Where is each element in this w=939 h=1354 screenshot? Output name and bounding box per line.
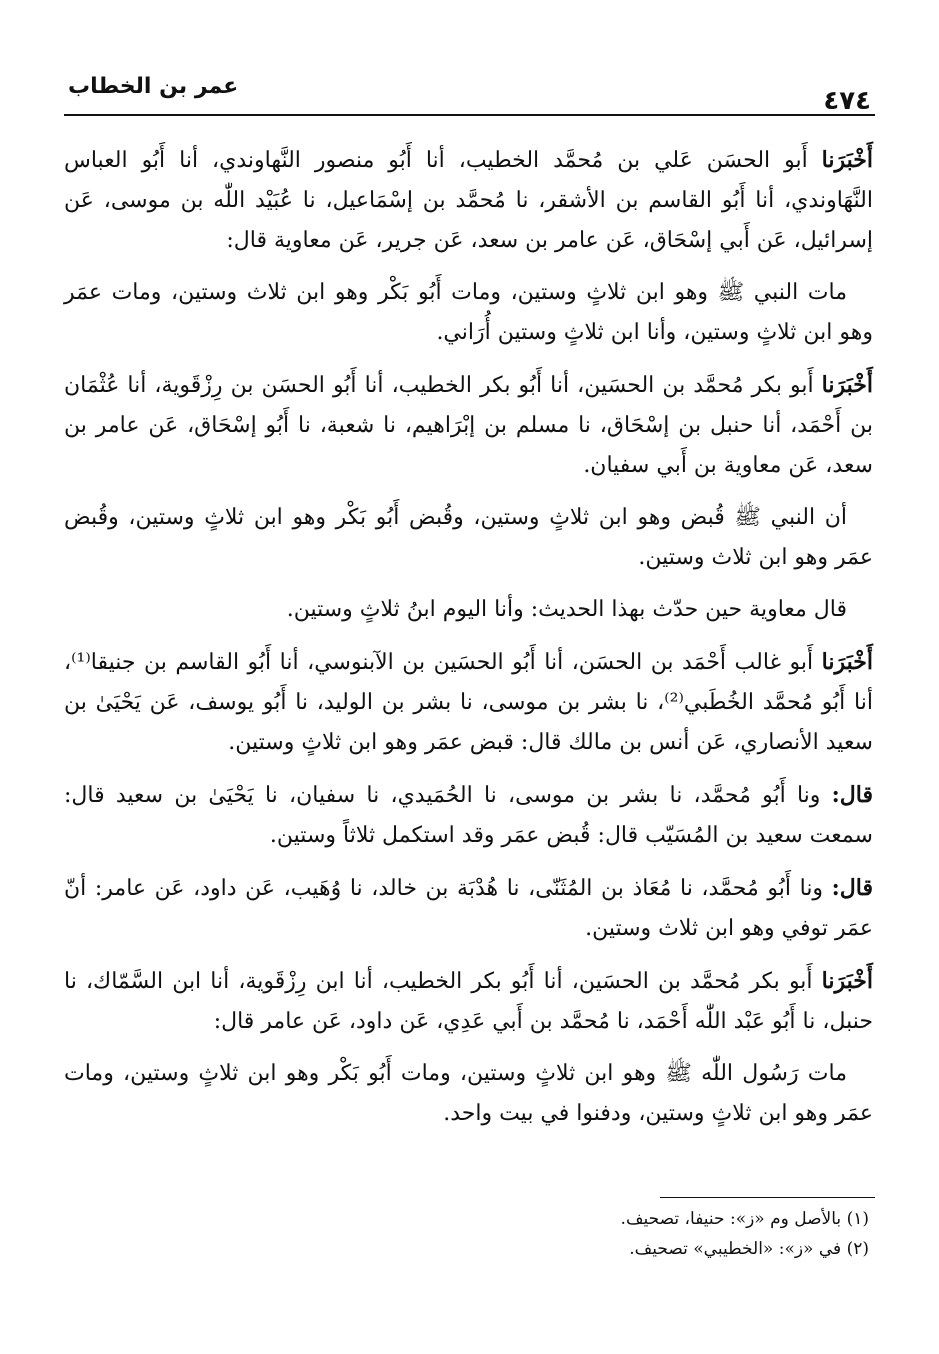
footnote [64, 1204, 869, 1234]
paragraph-text: أن النبي ﷺ قُبض وهو ابن ثلاثٍ وستين، وقُبض أَبُو بَكْر وهو ابن ثلاثٍ وستين، وقُبض عمَر وهو ابن ثلاث وستين. [64, 505, 873, 570]
footnote-text: بالأصل وم «ز»: حنيفا، تصحيف. [620, 1209, 842, 1229]
page-header [64, 74, 875, 114]
paragraph-text: قال معاوية حين حدّث بهذا الحديث: وأنا اليوم ابنُ ثلاثٍ وستين. [286, 597, 847, 622]
paragraph-text: أَبو الحسَن عَلي بن مُحمَّد الخطيب، أنا أَبُو منصور النَّهاوندي، أنا أَبُو العباس النَّهَاوندي، أنا أَبُو القاسم بن الأشقر، نا مُحمَّد بن إسْمَاعيل، نا عُبَيْد اللّٰه بن موسى، عَن إسرائيل، عَن أَبي إسْحَاق، عَن عامر بن سعد، عَن جرير، عَن معاوية قال: [64, 148, 873, 253]
paragraph [64, 868, 873, 949]
header-rule [64, 114, 875, 116]
footnote-separator [660, 1197, 875, 1198]
paragraph [64, 140, 873, 261]
footnote-number: (١) [846, 1209, 869, 1229]
paragraph [64, 961, 873, 1042]
paragraph-keyword: قال: [831, 875, 873, 901]
footnote-number: (٢) [846, 1239, 869, 1259]
paragraph-text: مات النبي ﷺ وهو ابن ثلاثٍ وستين، ومات أَبُو بَكْر وهو ابن ثلاث وستين، ومات عمَر وهو ابن ثلاثٍ وستين، وأنا ابن ثلاثٍ وستين أُرَاني. [64, 280, 873, 345]
paragraph-text: مات رَسُول اللّٰه ﷺ وهو ابن ثلاثٍ وستين، ومات أَبُو بَكْر وهو ابن ثلاثٍ وستين، ومات عمَر وهو ابن ثلاثٍ وستين، ودفنوا في بيت واحد. [64, 1061, 873, 1126]
running-title: عمر بن الخطاب [68, 74, 239, 99]
paragraph-keyword: أَخْبَرَنا [821, 649, 873, 675]
paragraph-keyword: أَخْبَرَنا [821, 372, 873, 398]
paragraph-keyword: قال: [831, 782, 873, 808]
footnotes [64, 1204, 869, 1264]
footnote-text: في «ز»: «الخطيبي» تصحيف. [629, 1239, 842, 1259]
paragraph-text: أَبو بكر مُحمَّد بن الحسَين، أنا أَبُو بكر الخطيب، أنا أَبُو الحسَن بن رِزْقَوية، أنا عُثْمَان بن أَحْمَد، أنا حنبل بن إسْحَاق، نا مسلم بن إبْرَاهيم، نا شعبة، نا أَبُو إسْحَاق، عَن عامر بن سعد، عَن معاوية بن أَبي سفيان. [64, 373, 873, 478]
paragraph-keyword: أَخْبَرَنا [821, 147, 873, 173]
paragraph-text: ونا أَبُو مُحمَّد، نا بشر بن موسى، نا الحُمَيدي، نا سفيان، نا يَحْيَىٰ بن سعيد قال: سمعت سعيد بن المُسَيّب قال: قُبض عمَر وقد استكمل ثلاثاً وستين. [64, 783, 873, 848]
paragraph [64, 498, 873, 578]
paragraph [64, 642, 873, 763]
main-text [64, 140, 873, 1146]
paragraph [64, 365, 873, 486]
paragraph-text: ونا أَبُو مُحمَّد، نا مُعَاذ بن المُثَنّى، نا هُدْبَة بن خالد، نا وُهَيب، عَن داود، عَن عامر: أنّ عمَر توفي وهو ابن ثلاث وستين. [64, 876, 873, 941]
paragraph [64, 273, 873, 353]
paragraph-keyword: أَخْبَرَنا [821, 968, 873, 994]
page-number: ٤٧٤ [823, 86, 871, 116]
paragraph [64, 1054, 873, 1134]
paragraph-text: أَبو غالب أَحْمَد بن الحسَن، أنا أَبُو الحسَين بن الآبنوسي، أنا أَبُو القاسم بن جنيقا⁽¹⁾، أنا أَبُو مُحمَّد الخُطَبي⁽²⁾، نا بشر بن موسى، نا بشر بن الوليد، نا أَبُو يوسف، عَن يَحْيَىٰ بن سعيد الأنصاري، عَن أنس بن مالك قال: قبض عمَر وهو ابن ثلاثٍ وستين. [64, 650, 873, 755]
paragraph-text: أَبو بكر مُحمَّد بن الحسَين، أنا أَبُو بكر الخطيب، أنا ابن رِزْقَوية، أنا ابن السَّمّاك، نا حنبل، نا أَبُو عَبْد اللّٰه أَحْمَد، نا مُحمَّد بن أَبي عَدِي، عَن داود، عَن عامر قال: [64, 969, 873, 1034]
paragraph [64, 775, 873, 856]
footnote [64, 1234, 869, 1264]
paragraph [64, 590, 873, 630]
